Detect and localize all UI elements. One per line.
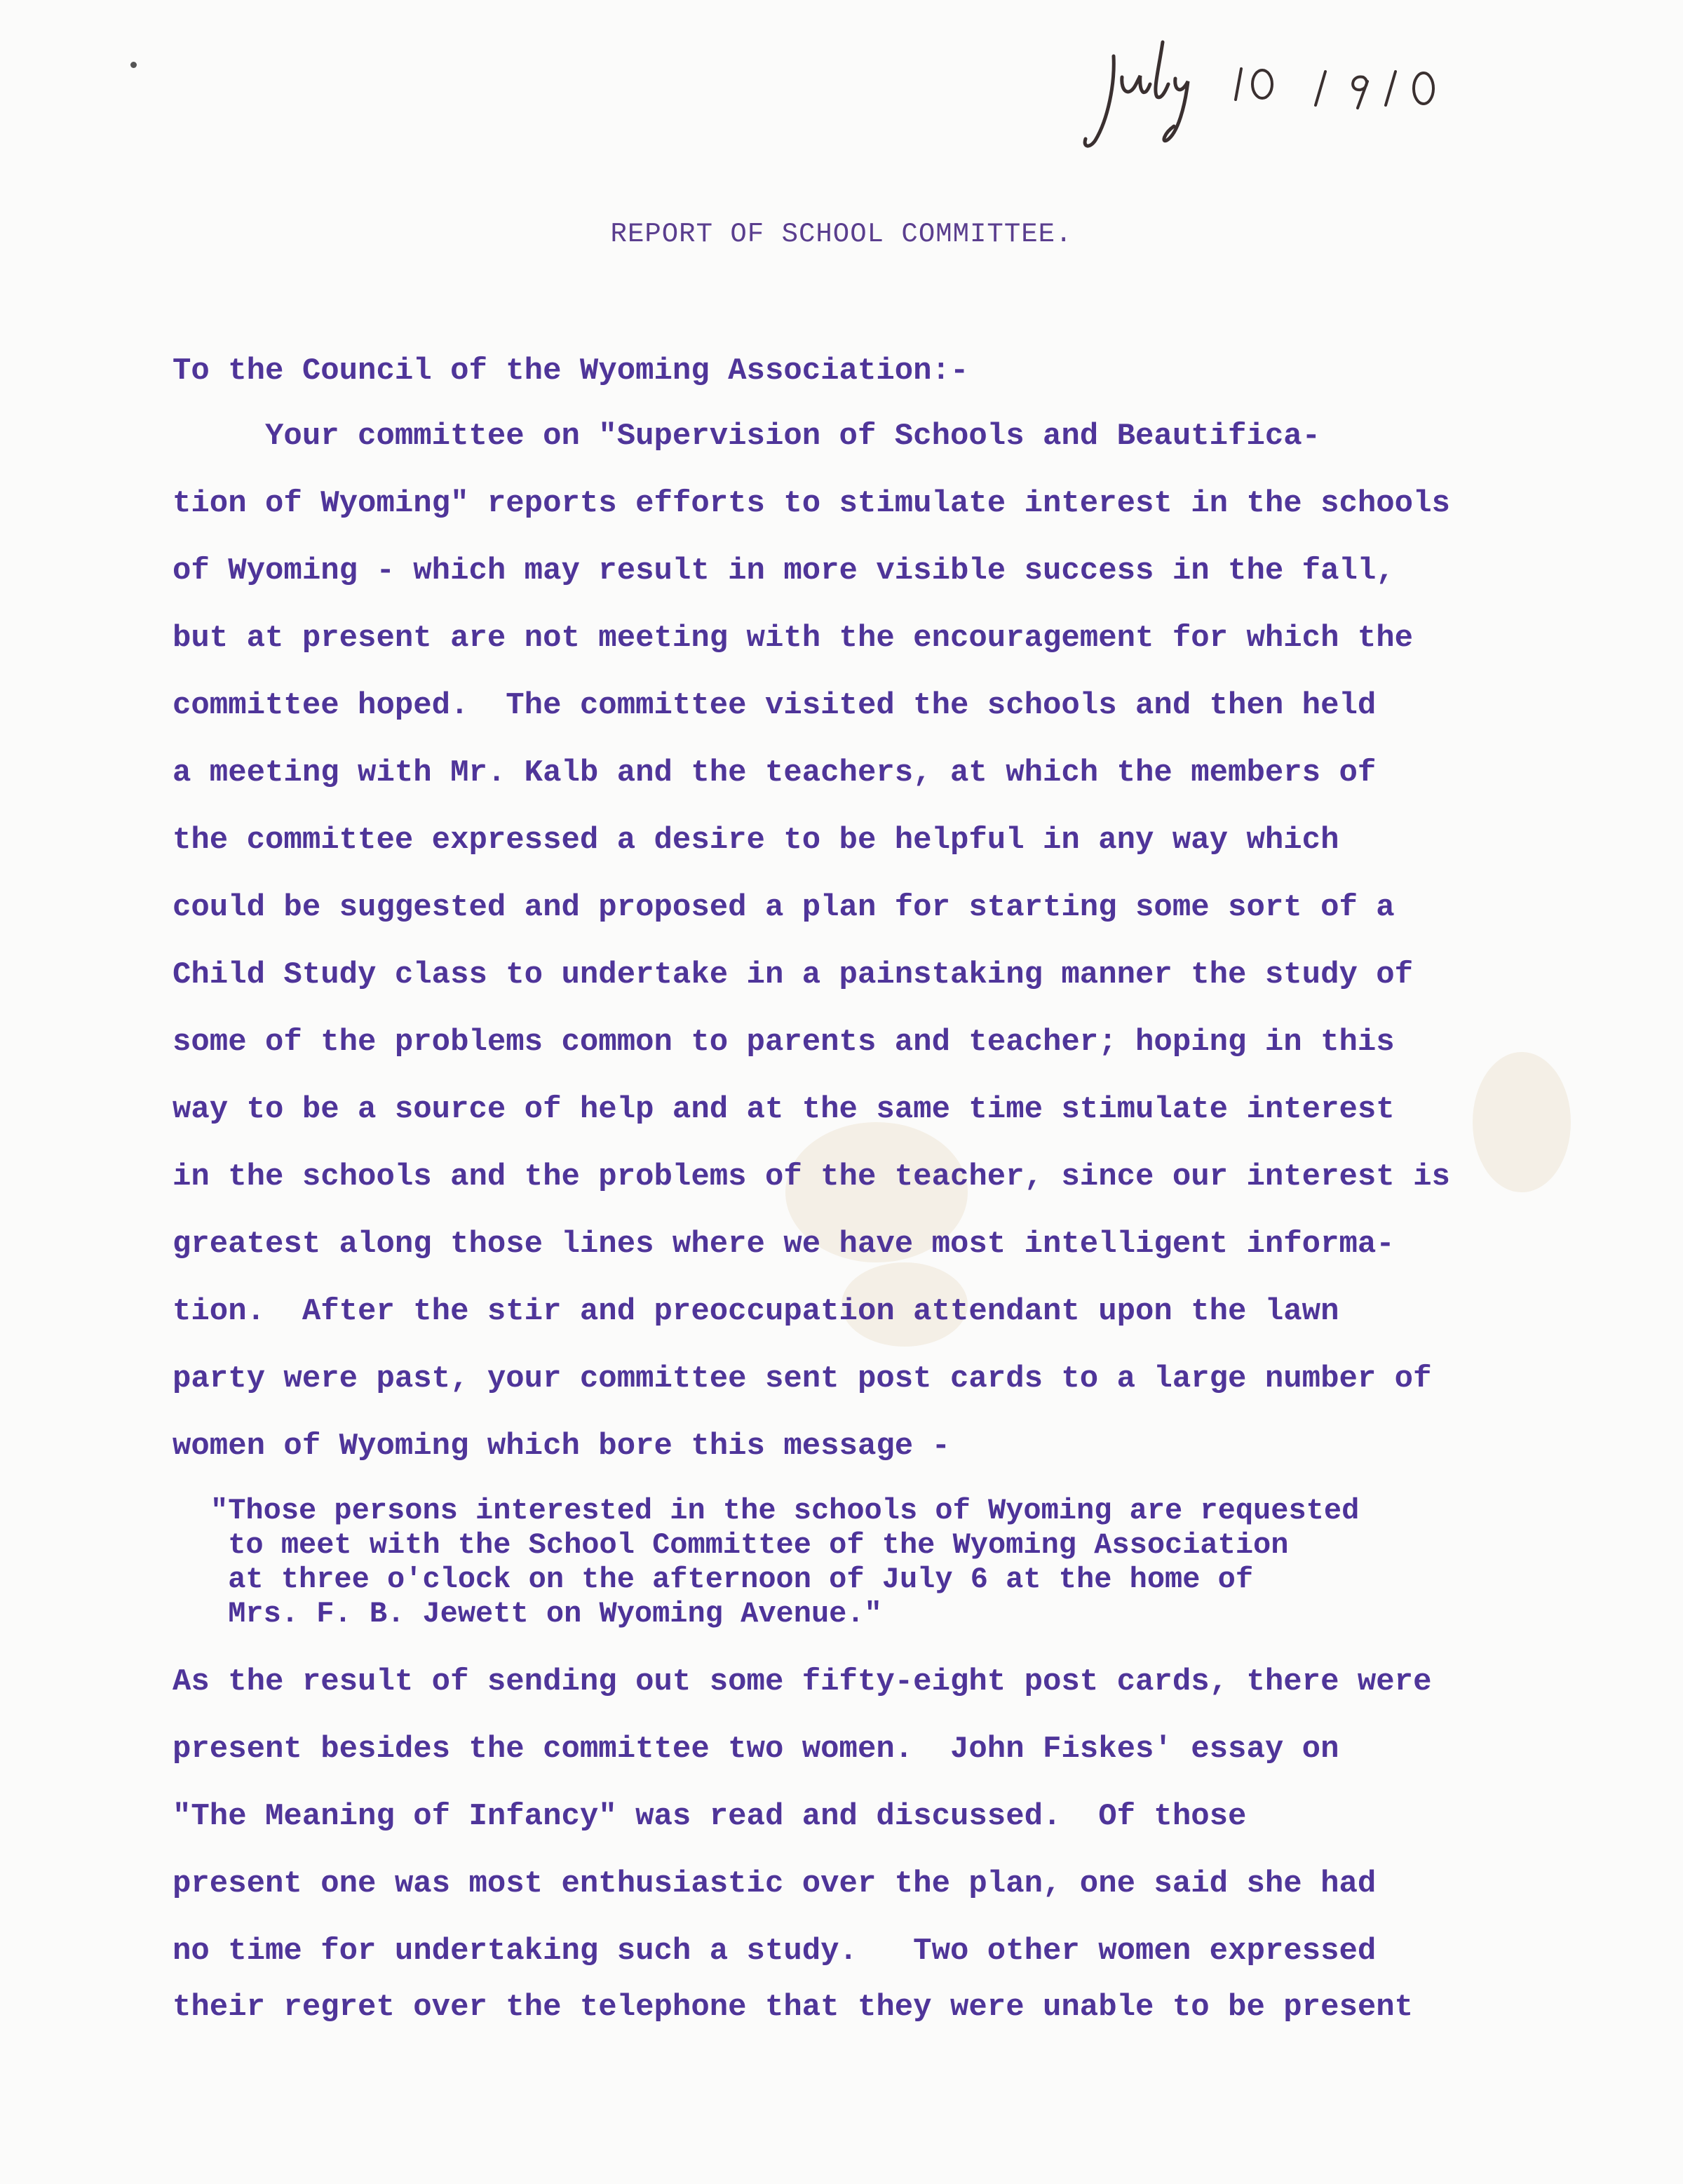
body-line: in the schools and the problems of the teacher, since our interest is [173,1159,1450,1194]
quote-line: at three o'clock on the afternoon of July 6 at the home of [210,1563,1254,1596]
paper-speck [130,62,137,68]
body-line: the committee expressed a desire to be helpful in any way which [173,823,1339,858]
body-line: Child Study class to undertake in a painstaking manner the study of [173,957,1414,992]
salutation: To the Council of the Wyoming Association:- [173,353,969,389]
body-line: but at present are not meeting with the encouragement for which the [173,621,1414,656]
quote-line: "Those persons interested in the schools of Wyoming are requested [210,1494,1360,1528]
closing-line: no time for undertaking such a study. Two other women expressed [173,1934,1377,1969]
body-line: way to be a source of help and at the same time stimulate interest [173,1092,1395,1127]
closing-line: present besides the committee two women. John Fiskes' essay on [173,1732,1339,1767]
report-title: REPORT OF SCHOOL COMMITTEE. [610,219,1073,250]
body-line: could be suggested and proposed a plan for starting some sort of a [173,890,1395,925]
body-line: of Wyoming - which may result in more visible success in the fall, [173,553,1395,588]
post-card-message [210,1494,1557,1631]
closing-line: "The Meaning of Infancy" was read and discussed. Of those [173,1799,1247,1834]
body-line: Your committee on "Supervision of Schools and Beautifica- [173,419,1321,454]
closing-line: their regret over the telephone that they were unable to be present [173,1990,1414,2025]
body-line: party were past, your committee sent post cards to a large number of [173,1361,1432,1396]
closing-line: As the result of sending out some fifty-eight post cards, there were [173,1664,1432,1699]
body-line: tion of Wyoming" reports efforts to stimulate interest in the schools [173,486,1450,521]
handwritten-date [1080,35,1473,161]
closing-line: present one was most enthusiastic over the plan, one said she had [173,1866,1377,1901]
quote-line: Mrs. F. B. Jewett on Wyoming Avenue." [210,1597,882,1631]
handwritten-date-drawing [1080,35,1473,161]
body-line: a meeting with Mr. Kalb and the teachers, at which the members of [173,755,1377,790]
body-line: committee hoped. The committee visited the schools and then held [173,688,1377,723]
body-line: tion. After the stir and preoccupation attendant upon the lawn [173,1294,1339,1329]
paper-stain [1473,1052,1571,1192]
body-line: greatest along those lines where we have most intelligent informa- [173,1227,1395,1262]
body-line: some of the problems common to parents and teacher; hoping in this [173,1025,1395,1060]
body-line: women of Wyoming which bore this message - [173,1429,950,1464]
quote-line: to meet with the School Committee of the Wyoming Association [210,1528,1289,1562]
